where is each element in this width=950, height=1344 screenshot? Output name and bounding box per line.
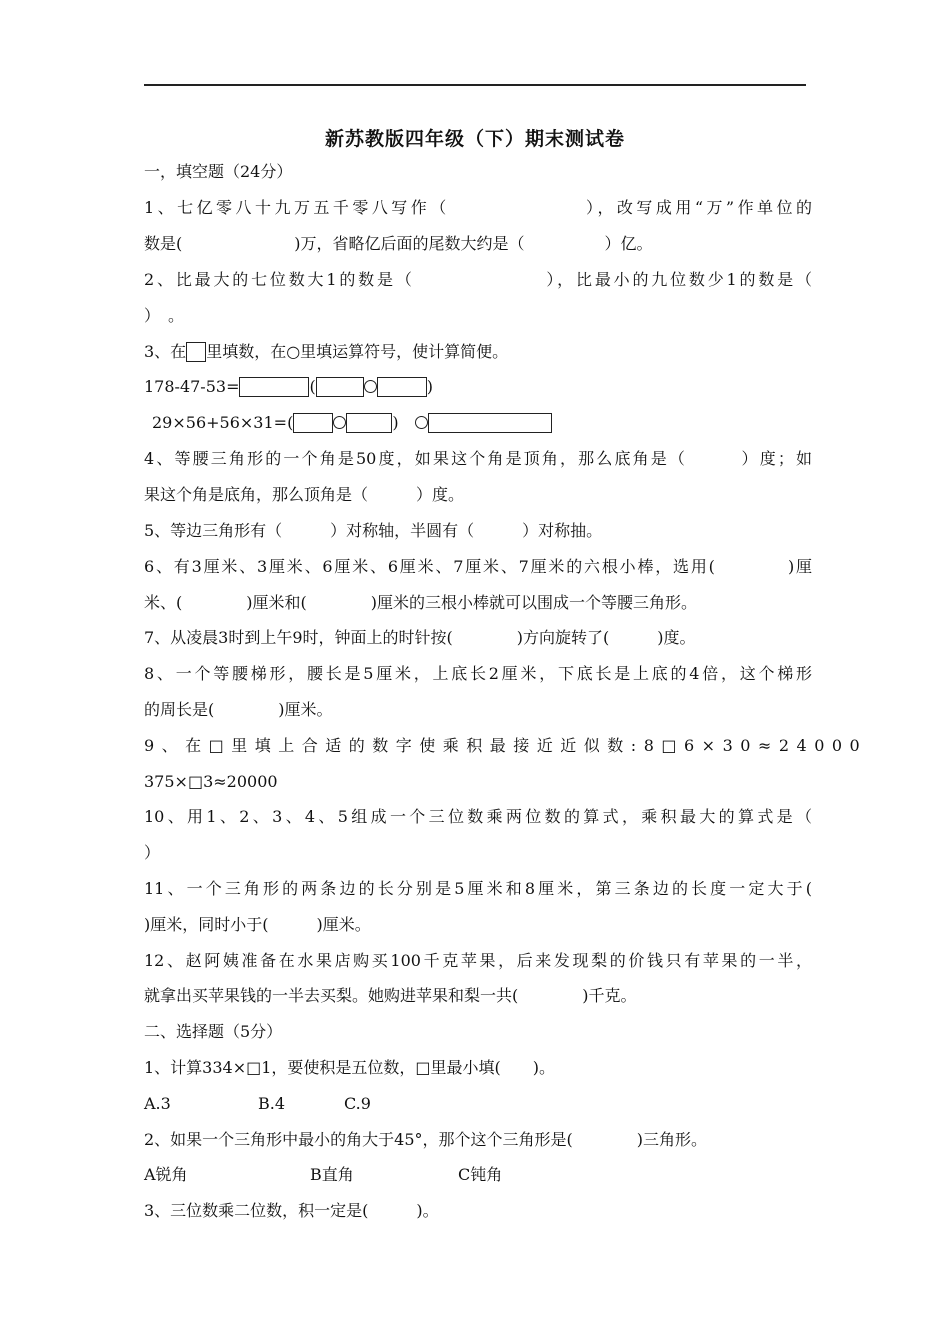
expr1-close-paren: ): [426, 377, 433, 396]
q3-expression-2: [152, 412, 820, 434]
s2-q2-line: 2、如果一个三角形中最小的角大于45°，那个这个三角形是( )三角形。: [144, 1130, 708, 1149]
section1-header: 一，填空题（24分）: [144, 162, 293, 181]
q2-line2: ） 。: [144, 306, 185, 325]
operator-circle[interactable]: [415, 416, 428, 429]
q12-line2: 就拿出买苹果钱的一半去买梨。她购进苹果和梨一共( )千克。: [144, 986, 637, 1005]
q7-line: 7、从凌晨3时到上午9时，钟面上的时针按( )方向旋转了( )度。: [144, 628, 696, 647]
q11-line1: 11、一个三角形的两条边的长分别是5厘米和8厘米，第三条边的长度一定大于(: [144, 879, 812, 898]
option-b[interactable]: B直角: [310, 1165, 354, 1184]
q8-line1: 8、一个等腰梯形，腰长是5厘米，上底长2厘米，下底长是上底的4倍，这个梯形: [144, 664, 812, 683]
expr2-close-paren: ): [392, 413, 399, 432]
expr2-open-paren: (: [287, 413, 294, 432]
option-c[interactable]: C.9: [344, 1094, 371, 1113]
option-a[interactable]: A锐角: [144, 1165, 188, 1184]
answer-box[interactable]: [239, 377, 309, 397]
blank-box-symbol: [186, 342, 206, 362]
q5-line: 5、等边三角形有（ ）对称轴，半圆有（ ）对称抽。: [144, 521, 603, 540]
q1-line1: 1、七亿零八十九万五千零八写作（ ），改写成用“万”作单位的: [144, 198, 812, 217]
answer-box[interactable]: [428, 413, 552, 433]
expr1-start: 178-47-53=: [144, 377, 240, 396]
q9-line1: 9、在□里填上合适的数字使乘积最接近近似数:8□6×30≈24000: [144, 736, 868, 755]
option-b[interactable]: B.4: [258, 1094, 286, 1113]
q12-line1: 12、赵阿姨准备在水果店购买100千克苹果，后来发现梨的价钱只有苹果的一半，: [144, 951, 812, 970]
q10-line1: 10、用1、2、3、4、5组成一个三位数乘两位数的算式，乘积最大的算式是（: [144, 807, 812, 826]
answer-box[interactable]: [377, 377, 427, 397]
option-c[interactable]: C钝角: [458, 1165, 503, 1184]
expr1-open-paren: (: [309, 377, 316, 396]
section2-header: 二、选择题（5分）: [144, 1022, 283, 1041]
q3-text-a: 3、在: [144, 342, 187, 361]
s2-q3-line: 3、三位数乘二位数，积一定是( )。: [144, 1201, 439, 1220]
q11-line2: )厘米，同时小于( )厘米。: [144, 915, 371, 934]
q4-line1: 4、等腰三角形的一个角是50度，如果这个角是顶角，那么底角是（ ）度；如: [144, 449, 812, 468]
q10-line2: ）: [144, 843, 161, 862]
expr2-start: 29×56+56×31=: [152, 413, 288, 432]
q3-expression-1: [144, 376, 812, 398]
q6-line2: 米、( )厘米和( )厘米的三根小棒就可以围成一个等腰三角形。: [144, 593, 697, 612]
q6-line1: 6、有3厘米、3厘米、6厘米、6厘米、7厘米、7厘米的六根小棒，选用( )厘: [144, 557, 812, 576]
header-rule: [144, 84, 806, 86]
option-a[interactable]: A.3: [144, 1094, 171, 1113]
answer-box[interactable]: [293, 413, 333, 433]
page-title: 新苏教版四年级（下）期末测试卷: [324, 128, 625, 150]
q8-line2: 的周长是( )厘米。: [144, 700, 333, 719]
q2-line1: 2、比最大的七位数大1的数是（ ），比最小的九位数少1的数是（: [144, 270, 812, 289]
q3-text-b: 里填数，在○里填运算符号，使计算简便。: [206, 342, 509, 361]
q1-line2: 数是( )万，省略亿后面的尾数大约是（ ）亿。: [144, 234, 653, 253]
operator-circle[interactable]: [333, 416, 346, 429]
q3-line: [144, 341, 812, 363]
answer-box[interactable]: [346, 413, 392, 433]
answer-box[interactable]: [316, 377, 364, 397]
q4-line2: 果这个角是底角，那么顶角是（ ）度。: [144, 485, 465, 504]
q9-line2: 375×□3≈20000: [144, 772, 278, 791]
operator-circle[interactable]: [364, 380, 377, 393]
s2-q1-line: 1、计算334×□1，要使积是五位数，□里最小填( )。: [144, 1058, 556, 1077]
